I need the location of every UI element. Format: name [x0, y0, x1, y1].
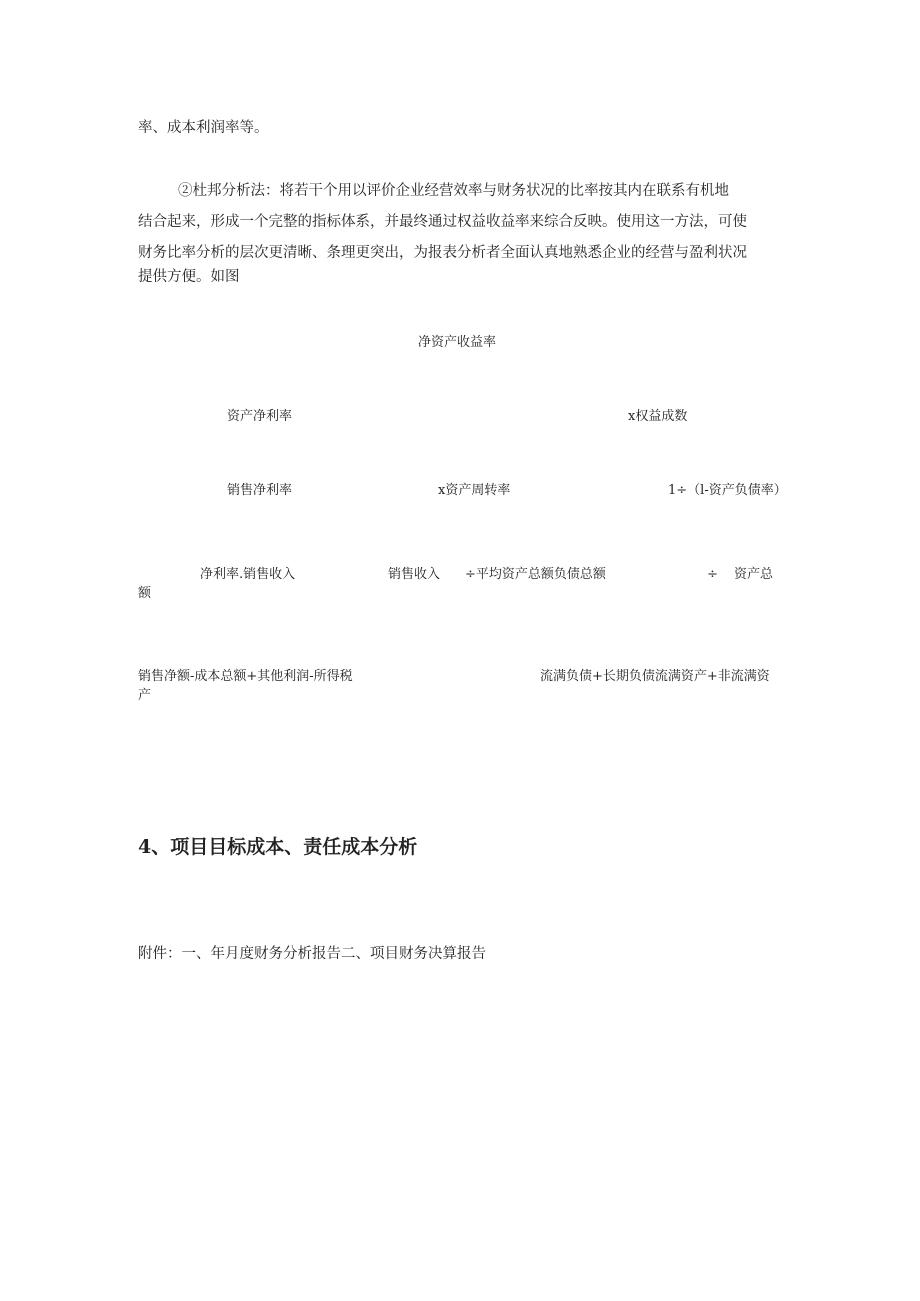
section-heading: 4、项目目标成本、责任成本分析: [138, 836, 418, 858]
diagram-net-profit-margin: 销售净利率: [227, 483, 293, 498]
diagram-net-profit-over-sales: 净利率.销售收入: [200, 567, 296, 582]
diagram-roa: 资产净利率: [227, 409, 293, 424]
diagram-debt-ratio-formula: 1÷（l-资产负债率）: [668, 483, 787, 498]
diagram-avg-assets-liabilities: ÷平均资产总额负债总额: [465, 567, 606, 582]
diagram-net-profit-formula-wrap: 产: [138, 688, 152, 703]
dupont-paragraph-line-2: 结合起来，形成一个完整的指标体系，并最终通过权益收益率来综合反映。使用这一方法，可使: [138, 214, 747, 230]
diagram-net-profit-formula: 销售净额-成本总额+其他利润-所得税: [138, 669, 353, 684]
diagram-liabilities-assets-formula: 流满负债+长期负债流满资产+非流满资: [540, 669, 770, 684]
diagram-total-assets-wrap: 额: [138, 586, 152, 601]
diagram-root-roe: 净资产收益率: [418, 335, 497, 350]
dupont-paragraph-line-1: ②杜邦分析法：将若干个用以评价企业经营效率与财务状况的比率按其内在联系有机地: [178, 183, 729, 199]
appendix-line: 附件：一、年月度财务分析报告二、项目财务决算报告: [138, 946, 486, 962]
diagram-asset-turnover: x资产周转率: [438, 483, 511, 498]
diagram-sales-revenue: 销售收入: [388, 567, 441, 582]
diagram-total-assets: 资产总: [734, 567, 774, 582]
dupont-paragraph-line-4: 提供方便。如图: [138, 269, 240, 285]
diagram-divide-sign: ÷: [707, 567, 718, 582]
diagram-equity-multiplier: x权益成数: [628, 409, 688, 424]
paragraph-fragment: 率、成本利润率等。: [138, 120, 269, 136]
dupont-paragraph-line-3: 财务比率分析的层次更清晰、条理更突出，为报表分析者全面认真地熟悉企业的经营与盈利状况: [138, 245, 747, 261]
